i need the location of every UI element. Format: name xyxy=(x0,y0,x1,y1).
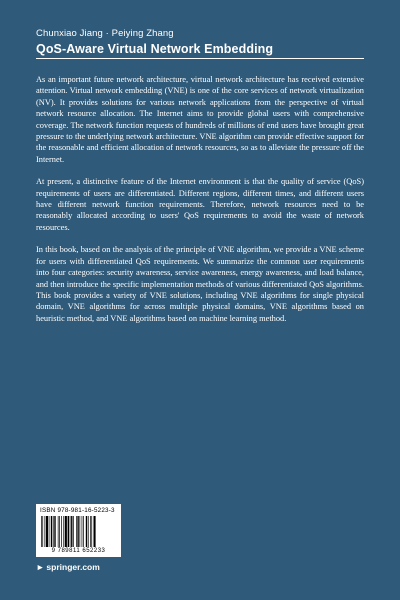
barcode-bar xyxy=(88,516,89,547)
publisher-url: springer.com xyxy=(46,562,100,572)
barcode-bar xyxy=(53,516,54,547)
barcode-bar xyxy=(51,516,52,547)
blurb-paragraph-1: As an important future network architecture, virtual network architecture has received extensive attention. Virtual network embedding (VNE) is one of the core services of network virtualization (NV). It provides solutions for various network applications from the perspective of virtual network resource allocation. The Internet aims to provide global users with comprehensive coverage. The network function requests of hundreds of millions of end users have brought great pressure to the underlying network architecture. VNE algorithm can provide effective support for the reasonable and efficient allocation of network resources, so as to alleviate the pressure off the Internet. xyxy=(36,75,364,164)
barcode-bar xyxy=(91,516,92,547)
barcode-bar xyxy=(61,516,62,547)
barcode-box xyxy=(36,504,121,557)
barcode-bar xyxy=(83,516,84,547)
barcode-bar xyxy=(86,516,87,547)
barcode-bar xyxy=(70,516,71,547)
barcode-bar xyxy=(65,516,67,547)
isbn-text: ISBN 978-981-16-5223-3 xyxy=(40,507,115,514)
barcode-bar xyxy=(42,516,43,547)
author-names: Chunxiao Jiang · Peiying Zhang xyxy=(36,28,174,39)
barcode-bar xyxy=(46,516,48,547)
barcode-bar xyxy=(80,516,81,547)
blurb-paragraph-3: In this book, based on the analysis of the principle of VNE algorithm, we provide a VNE scheme for users with differentiated QoS requirements. We summarize the common user requirements into four categories: security awareness, service awareness, energy awareness, and load balance, and then introduce the specific implementation methods of various differentiated QoS algorithms. This book provides a variety of VNE solutions, including VNE algorithms for single physical domain, VNE algorithms for across multiple physical domains, VNE algorithms based on heuristic method, and VNE algorithms based on machine learning method. xyxy=(36,245,364,323)
publisher-link[interactable] xyxy=(36,562,100,572)
barcode-bar xyxy=(45,516,46,547)
barcode-bar xyxy=(71,516,72,547)
barcode-bar xyxy=(73,516,74,547)
barcode-bar xyxy=(58,516,59,547)
blurb xyxy=(36,74,364,335)
blurb-paragraph-2: At present, a distinctive feature of the Internet environment is that the quality of service (QoS) requirements of users are differentiated. Different regions, different times, and different users have different network function requirements. Therefore, network resources need to be reasonably allocated according to users' QoS requirements to avoid the waste of network resources. xyxy=(36,177,364,232)
barcode-bar xyxy=(59,516,60,547)
barcode-bar xyxy=(90,516,91,547)
arrow-right-icon: ► xyxy=(36,562,45,572)
barcode-bar xyxy=(82,516,83,547)
book-title: QoS-Aware Virtual Network Embedding xyxy=(36,42,274,56)
barcode-bar xyxy=(49,516,50,547)
barcode-number: 9 789811 652233 xyxy=(51,548,106,554)
barcode-bar xyxy=(77,516,78,547)
barcode-bar xyxy=(41,516,42,547)
barcode-image xyxy=(40,516,117,547)
barcode-bar xyxy=(68,516,69,547)
barcode-bar xyxy=(63,516,64,547)
barcode-bar xyxy=(94,516,96,547)
barcode-bar xyxy=(54,516,55,547)
title-divider xyxy=(36,58,364,59)
barcode-bar xyxy=(76,516,77,547)
